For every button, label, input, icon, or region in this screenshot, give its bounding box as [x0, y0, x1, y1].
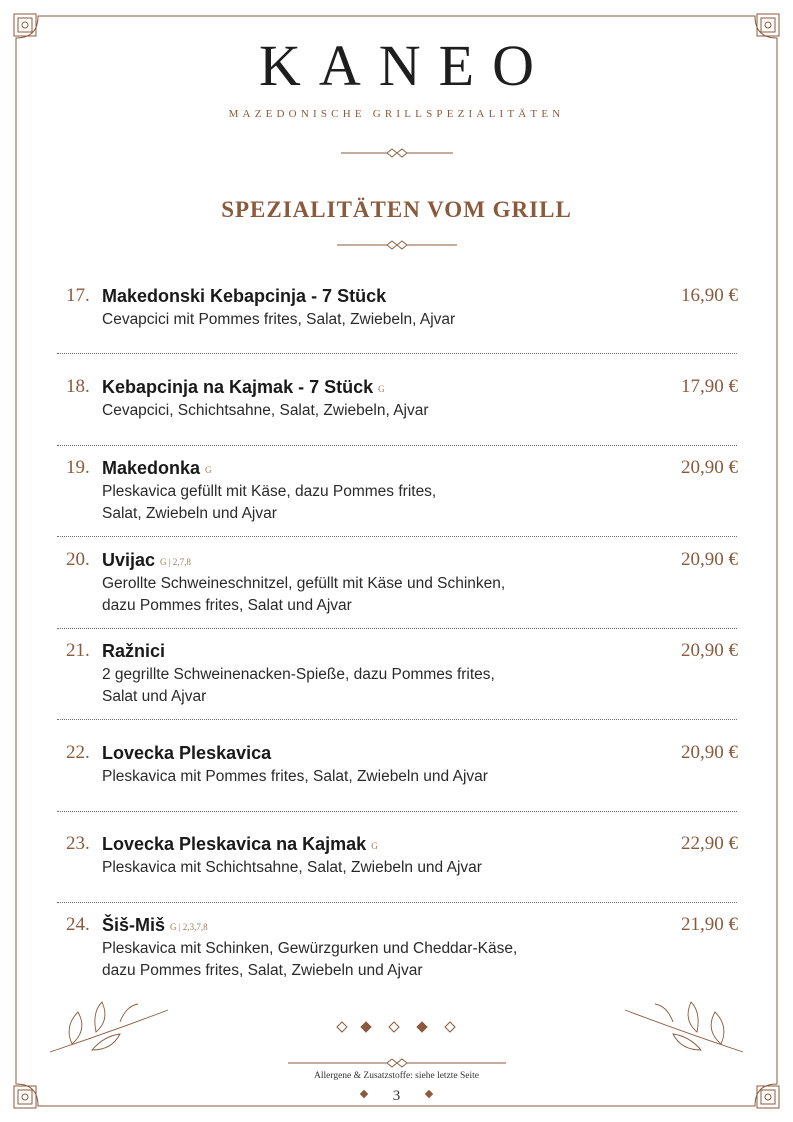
item-price: 21,90 €	[681, 914, 738, 935]
item-price: 20,90 €	[681, 457, 738, 478]
diamond-icon	[425, 1090, 433, 1098]
item-name: Ražnici	[102, 641, 166, 661]
item-description: Pleskavica mit Pommes frites, Salat, Zwiebeln und Ajvar	[102, 768, 488, 785]
item-price: 22,90 €	[681, 833, 738, 854]
item-name: Uvijac G | 2,7,8	[102, 550, 191, 570]
item-description: 2 gegrillte Schweinenacken-Spieße, dazu Pommes frites, Salat und Ajvar	[102, 666, 495, 705]
ornament-divider-footer	[288, 1057, 506, 1069]
tagline: MAZEDONISCHE GRILLSPEZIALITÄTEN	[228, 108, 565, 120]
item-allergens: G | 2,3,7,8	[170, 922, 208, 932]
item-price: 16,90 €	[681, 285, 738, 306]
item-number: 23.	[66, 833, 90, 854]
item-separator	[57, 353, 737, 354]
item-price: 20,90 €	[681, 640, 738, 661]
item-description: Pleskavica gefüllt mit Käse, dazu Pommes frites, Salat, Zwiebeln und Ajvar	[102, 483, 437, 522]
item-number: 21.	[66, 640, 90, 661]
item-number: 18.	[66, 376, 90, 397]
allergen-note: Allergene & Zusatzstoffe: siehe letzte Seite	[313, 1071, 480, 1081]
item-separator	[57, 536, 737, 537]
diamond-icon	[360, 1090, 368, 1098]
brand-logo: KANEO	[259, 33, 552, 98]
ornament-diamond-row	[0, 1018, 793, 1036]
item-allergens: G	[371, 841, 378, 851]
item-description: Pleskavica mit Schinken, Gewürzgurken und Cheddar-Käse, dazu Pommes frites, Salat, Zwiebeln und Ajvar	[102, 940, 518, 979]
item-number: 17.	[66, 285, 90, 306]
item-price: 20,90 €	[681, 742, 738, 763]
item-number: 24.	[66, 914, 90, 935]
item-number: 22.	[66, 742, 90, 763]
item-price: 17,90 €	[681, 376, 738, 397]
item-description: Gerollte Schweineschnitzel, gefüllt mit Käse und Schinken, dazu Pommes frites, Salat und Ajvar	[102, 575, 506, 614]
item-separator	[57, 628, 737, 629]
item-separator	[57, 811, 737, 812]
item-allergens: G	[378, 384, 385, 394]
item-description: Pleskavica mit Schichtsahne, Salat, Zwiebeln und Ajvar	[102, 859, 482, 876]
item-name: Makedonski Kebapcinja - 7 Stück	[102, 286, 387, 306]
item-number: 20.	[66, 549, 90, 570]
page-number-row	[0, 1088, 793, 1105]
item-name: Lovecka Pleskavica	[102, 743, 272, 763]
page-number: 3	[392, 1088, 401, 1104]
item-separator	[57, 902, 737, 903]
item-name: Makedonka G	[102, 458, 212, 478]
item-name: Kebapcinja na Kajmak - 7 Stück G	[102, 377, 385, 397]
item-name: Lovecka Pleskavica na Kajmak G	[102, 834, 378, 854]
ornament-divider-section	[337, 239, 457, 251]
corner-ornament-top-left	[14, 14, 36, 36]
item-separator	[57, 719, 737, 720]
item-separator	[57, 445, 737, 446]
item-allergens: G | 2,7,8	[160, 557, 191, 567]
item-description: Cevapcici, Schichtsahne, Salat, Zwiebeln, Ajvar	[102, 402, 429, 419]
section-title: SPEZIALITÄTEN VOM GRILL	[221, 197, 572, 222]
item-description: Cevapcici mit Pommes frites, Salat, Zwiebeln, Ajvar	[102, 311, 456, 328]
item-price: 20,90 €	[681, 549, 738, 570]
item-allergens: G	[205, 465, 212, 475]
item-number: 19.	[66, 457, 90, 478]
ornament-divider-top	[341, 147, 453, 159]
item-name: Šiš-Miš G | 2,3,7,8	[102, 915, 208, 935]
